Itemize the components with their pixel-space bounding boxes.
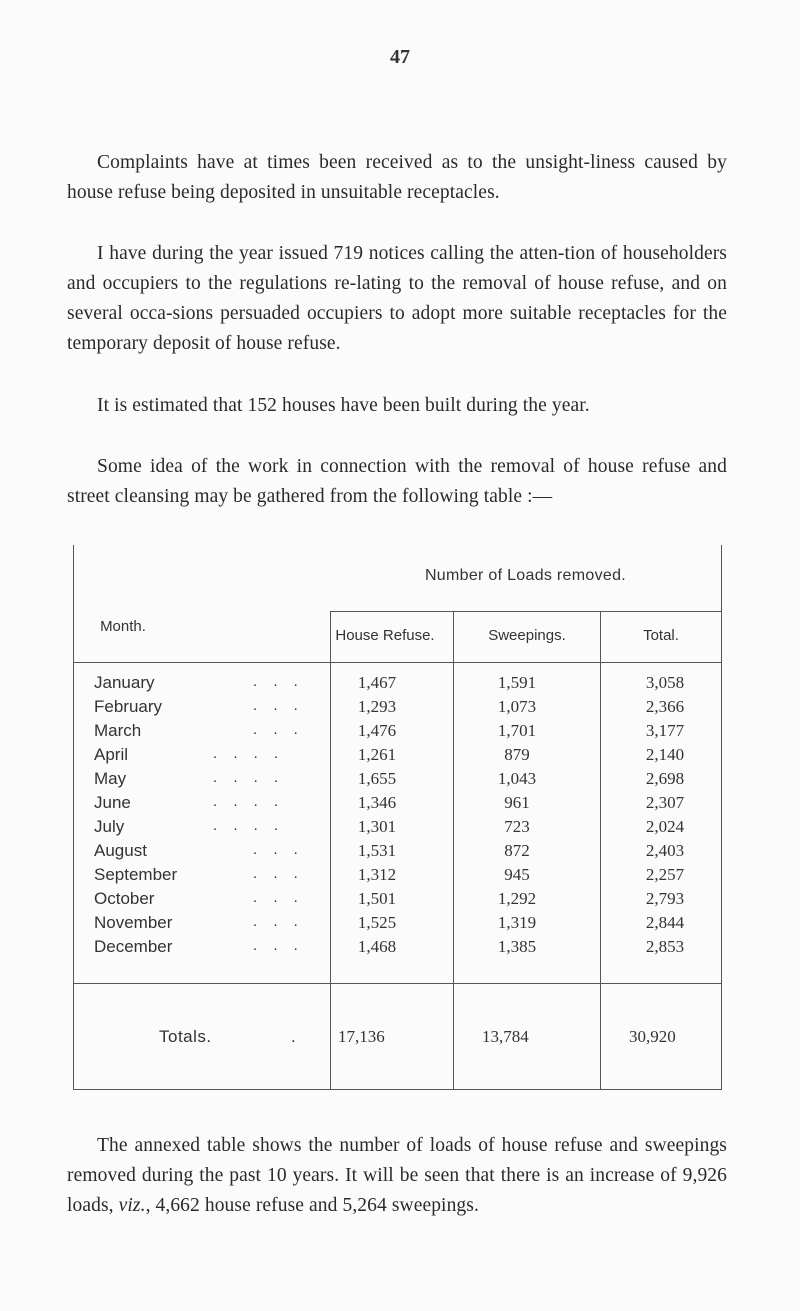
total-cell: 2,024	[645, 817, 685, 836]
month-cell: July	[94, 817, 125, 836]
house-refuse-cell: 1,301	[357, 817, 397, 836]
month-cell: October	[94, 889, 155, 908]
sweepings-cell: 1,385	[497, 937, 537, 956]
month-cell: January	[94, 673, 155, 692]
sweepings-cell: 945	[504, 865, 530, 884]
sweepings-cell: 879	[504, 745, 530, 764]
total-cell: 2,140	[645, 745, 685, 764]
total-cell: 2,698	[645, 769, 685, 788]
sweepings-cell: 1,073	[497, 697, 537, 716]
table-row	[73, 913, 723, 935]
sweepings-cell: 723	[504, 817, 530, 836]
leader-dots: . . .	[253, 841, 304, 858]
month-cell: August	[94, 841, 147, 860]
leader-dots: . . . .	[213, 793, 285, 810]
totals-label: Totals.	[159, 1027, 212, 1046]
header-month: Month.	[100, 618, 146, 635]
leader-dots: . . . .	[213, 769, 285, 786]
leader-dots: . . .	[253, 865, 304, 882]
house-refuse-cell: 1,476	[357, 721, 397, 740]
month-cell: December	[94, 937, 173, 956]
total-cell: 3,177	[645, 721, 685, 740]
table-row	[73, 769, 723, 791]
table-row	[73, 745, 723, 767]
house-refuse-cell: 1,293	[357, 697, 397, 716]
table-row	[73, 721, 723, 743]
house-refuse-cell: 1,468	[357, 937, 397, 956]
month-cell: May	[94, 769, 127, 788]
leader-dots: . . .	[253, 937, 304, 954]
month-cell: February	[94, 697, 163, 716]
totals-sweepings: 13,784	[482, 1027, 529, 1046]
sweepings-cell: 1,043	[497, 769, 537, 788]
house-refuse-cell: 1,346	[357, 793, 397, 812]
total-cell: 2,403	[645, 841, 685, 860]
leader-dots: . . .	[253, 889, 304, 906]
house-refuse-cell: 1,312	[357, 865, 397, 884]
house-refuse-cell: 1,501	[357, 889, 397, 908]
leader-dots: . . . .	[213, 817, 285, 834]
table-row	[73, 865, 723, 887]
month-cell: April	[94, 745, 129, 764]
table-row	[73, 817, 723, 839]
month-cell: June	[94, 793, 131, 812]
sweepings-cell: 1,591	[497, 673, 537, 692]
total-cell: 2,853	[645, 937, 685, 956]
leader-dots: . . .	[253, 673, 304, 690]
header-house-refuse: House Refuse.	[335, 627, 435, 644]
total-cell: 2,257	[645, 865, 685, 884]
total-cell: 2,793	[645, 889, 685, 908]
leader-dots: . . . .	[213, 745, 285, 762]
table-row	[73, 937, 723, 959]
totals-house-refuse: 17,136	[338, 1027, 385, 1046]
table-row	[73, 697, 723, 719]
house-refuse-cell: 1,531	[357, 841, 397, 860]
sweepings-cell: 1,701	[497, 721, 537, 740]
house-refuse-cell: 1,467	[357, 673, 397, 692]
table-row	[73, 793, 723, 815]
paragraph-notices: I have during the year issued 719 notices calling the atten-tion of householders and occupiers to the regulations re-lating to the removal of house refuse, and on several occa-sions persuaded occupiers to adopt more suitable receptacles for the temporary deposit of house refuse.	[67, 243, 727, 354]
header-sweepings: Sweepings.	[488, 627, 566, 644]
page-number: 47	[390, 46, 410, 68]
table-row	[73, 889, 723, 911]
paragraph-annexed-table: The annexed table shows the number of loads of house refuse and sweepings removed during the past 10 years. It will be seen that there is an increase of 9,926 loads, viz., 4,662 house refuse and 5,264 sweepings.	[67, 1135, 727, 1216]
paragraph-complaints: Complaints have at times been received as to the unsight-liness caused by house refuse being deposited in unsuitable receptacles.	[67, 152, 727, 203]
month-cell: November	[94, 913, 173, 932]
header-total: Total.	[643, 627, 679, 644]
total-cell: 3,058	[645, 673, 685, 692]
total-cell: 2,844	[645, 913, 685, 932]
loads-removed-table	[73, 545, 723, 1090]
sweepings-cell: 872	[504, 841, 530, 860]
month-cell: March	[94, 721, 142, 740]
table-row	[73, 841, 723, 863]
header-number-of-loads: Number of Loads removed.	[424, 567, 627, 584]
sweepings-cell: 961	[504, 793, 530, 812]
totals-dot: .	[291, 1027, 296, 1046]
totals-total: 30,920	[629, 1027, 676, 1046]
leader-dots: . . .	[253, 913, 304, 930]
house-refuse-cell: 1,655	[357, 769, 397, 788]
leader-dots: . . .	[253, 721, 304, 738]
sweepings-cell: 1,292	[497, 889, 537, 908]
month-cell: September	[94, 865, 178, 884]
total-cell: 2,307	[645, 793, 685, 812]
house-refuse-cell: 1,525	[357, 913, 397, 932]
sweepings-cell: 1,319	[497, 913, 537, 932]
table-row	[73, 673, 723, 695]
paragraph-table-intro: Some idea of the work in connection with the removal of house refuse and street cleansing may be gathered from the following table :—	[67, 456, 727, 507]
leader-dots: . . .	[253, 697, 304, 714]
paragraph-houses-built: It is estimated that 152 houses have been built during the year.	[97, 395, 590, 416]
total-cell: 2,366	[645, 697, 685, 716]
house-refuse-cell: 1,261	[357, 745, 397, 764]
